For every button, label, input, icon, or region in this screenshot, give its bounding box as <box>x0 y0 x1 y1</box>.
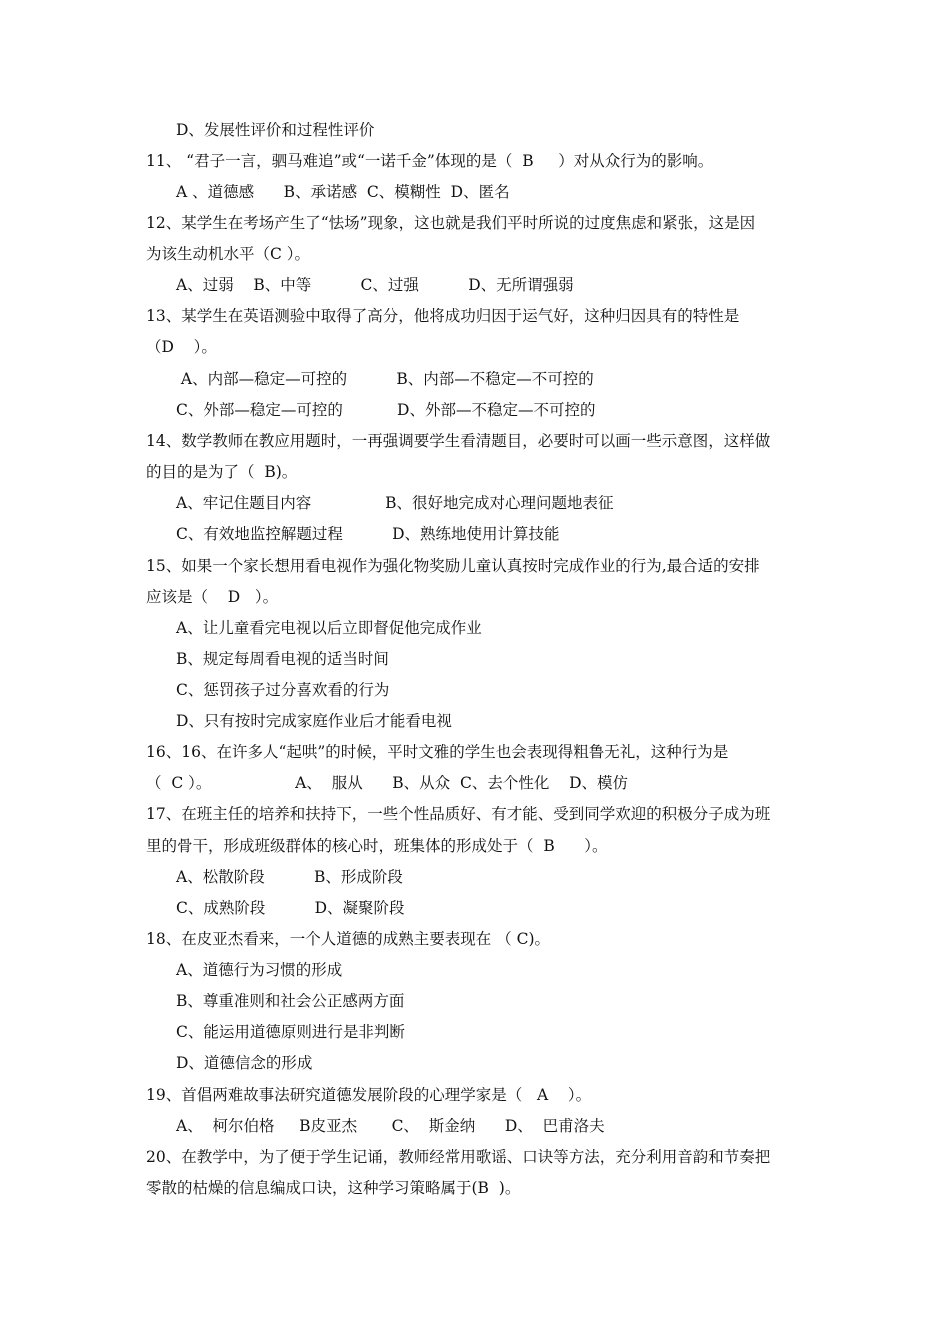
question-line: 11、 “君子一言，驷马难追”或“一诺千金”体现的是（ B ）对从众行为的影响。 <box>146 152 714 170</box>
option-line: A、内部—稳定—可控的 B、内部—不稳定—不可控的 <box>176 370 594 388</box>
option-line: A、牢记住题目内容 B、很好地完成对心理问题地表征 <box>176 494 614 512</box>
question-line: 17、在班主任的培养和扶持下，一些个性品质好、有才能、受到同学欢迎的积极分子成为班 <box>146 805 771 823</box>
question-line: 20、在教学中，为了便于学生记诵，教师经常用歌谣、口诀等方法，充分利用音韵和节奏把 <box>146 1148 771 1166</box>
option-line: C、有效地监控解题过程 D、熟练地使用计算技能 <box>176 525 560 543</box>
question-line: （D ）。 <box>146 338 217 356</box>
option-line: D、只有按时完成家庭作业后才能看电视 <box>176 712 452 730</box>
question-line: 16、16、在许多人“起哄”的时候，平时文雅的学生也会表现得粗鲁无礼，这种行为是 <box>146 743 729 761</box>
option-line: A、 柯尔伯格 B皮亚杰 C、 斯金纳 D、 巴甫洛夫 <box>176 1117 605 1135</box>
question-line: 为该生动机水平（C ）。 <box>146 245 311 263</box>
question-line: 零散的枯燥的信息编成口诀，这种学习策略属于(B )。 <box>146 1179 521 1197</box>
option-line: A、道德行为习惯的形成 <box>176 961 343 979</box>
option-line: B、尊重准则和社会公正感两方面 <box>176 992 405 1010</box>
question-line: 里的骨干，形成班级群体的核心时，班集体的形成处于（ B ）。 <box>146 837 608 855</box>
question-line: 的目的是为了（ B)。 <box>146 463 298 481</box>
question-line: （ C ）。 A、 服从 B、从众 C、去个性化 D、模仿 <box>146 774 628 792</box>
question-line: 12、某学生在考场产生了“怯场”现象，这也就是我们平时所说的过度焦虑和紧张，这是因 <box>146 214 756 232</box>
question-line: 13、某学生在英语测验中取得了高分，他将成功归因于运气好，这种归因具有的特性是 <box>146 307 740 325</box>
option-line: A 、道德感 B、承诺感 C、模糊性 D、匿名 <box>176 183 510 201</box>
option-line: D、道德信念的形成 <box>176 1054 313 1072</box>
option-line: C、惩罚孩子过分喜欢看的行为 <box>176 681 390 699</box>
option-line: C、成熟阶段 D、凝聚阶段 <box>176 899 405 917</box>
option-line: C、外部—稳定—可控的 D、外部—不稳定—不可控的 <box>176 401 596 419</box>
option-line: A、松散阶段 B、形成阶段 <box>176 868 403 886</box>
question-line: 19、首倡两难故事法研究道德发展阶段的心理学家是（ A ）。 <box>146 1086 592 1104</box>
option-line: A、让儿童看完电视以后立即督促他完成作业 <box>176 619 482 637</box>
option-line: A、过弱 B、中等 C、过强 D、无所谓强弱 <box>176 276 574 294</box>
question-line: 14、数学教师在教应用题时，一再强调要学生看清题目，必要时可以画一些示意图，这样做 <box>146 432 771 450</box>
option-line: C、能运用道德原则进行是非判断 <box>176 1023 405 1041</box>
question-line: 15、如果一个家长想用看电视作为强化物奖励儿童认真按时完成作业的行为,最合适的安排 <box>146 557 760 575</box>
question-line: 应该是（ D ）。 <box>146 588 279 606</box>
option-line: B、规定每周看电视的适当时间 <box>176 650 389 668</box>
question-line: 18、在皮亚杰看来，一个人道德的成熟主要表现在 （ C)。 <box>146 930 550 948</box>
option-line: D、发展性评价和过程性评价 <box>176 121 375 139</box>
